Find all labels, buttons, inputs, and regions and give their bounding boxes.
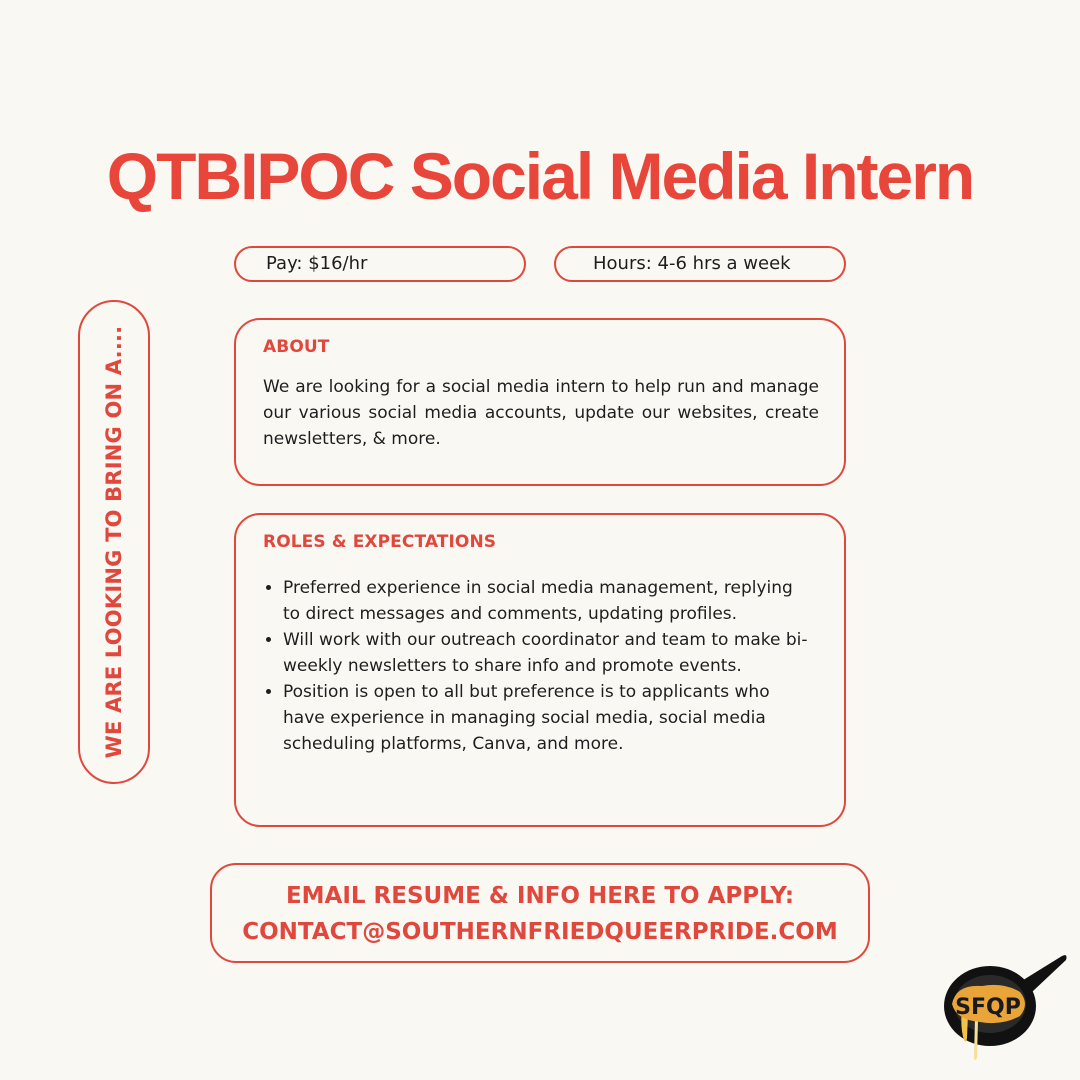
roles-heading: ROLES & EXPECTATIONS [263, 532, 497, 552]
side-banner [78, 300, 150, 784]
about-card [234, 318, 846, 486]
roles-list [263, 575, 814, 757]
roles-list-item: • Will work with our outreach coordinator and team to make bi-weekly newsletters to share info and promote events. [283, 627, 814, 679]
roles-list-item: • Position is open to all but preference is to applicants who have experience in managing social media, social media scheduling platforms, Canva, and more. [283, 679, 814, 757]
about-heading: ABOUT [263, 337, 330, 357]
pay-pill: Pay: $16/hr [234, 246, 526, 282]
roles-card [234, 513, 846, 827]
page-title: QTBIPOC Social Media Intern [106, 139, 974, 213]
apply-instruction: EMAIL RESUME & INFO HERE TO APPLY: [285, 883, 795, 909]
roles-list-item: • Preferred experience in social media management, replying to direct messages and comments, updating profiles. [283, 575, 814, 627]
apply-box [210, 863, 870, 963]
hours-pill: Hours: 4-6 hrs a week [554, 246, 846, 282]
about-body: We are looking for a social media intern to help run and manage our various social media accounts, update our websites, create newsletters, & more. [263, 377, 819, 449]
skillet-logo-icon [942, 948, 1072, 1066]
side-banner-text: WE ARE LOOKING TO BRING ON A.... [102, 325, 126, 759]
apply-email[interactable]: CONTACT@SOUTHERNFRIEDQUEERPRIDE.COM [242, 919, 838, 945]
logo-text: SFQP [955, 995, 1021, 1020]
